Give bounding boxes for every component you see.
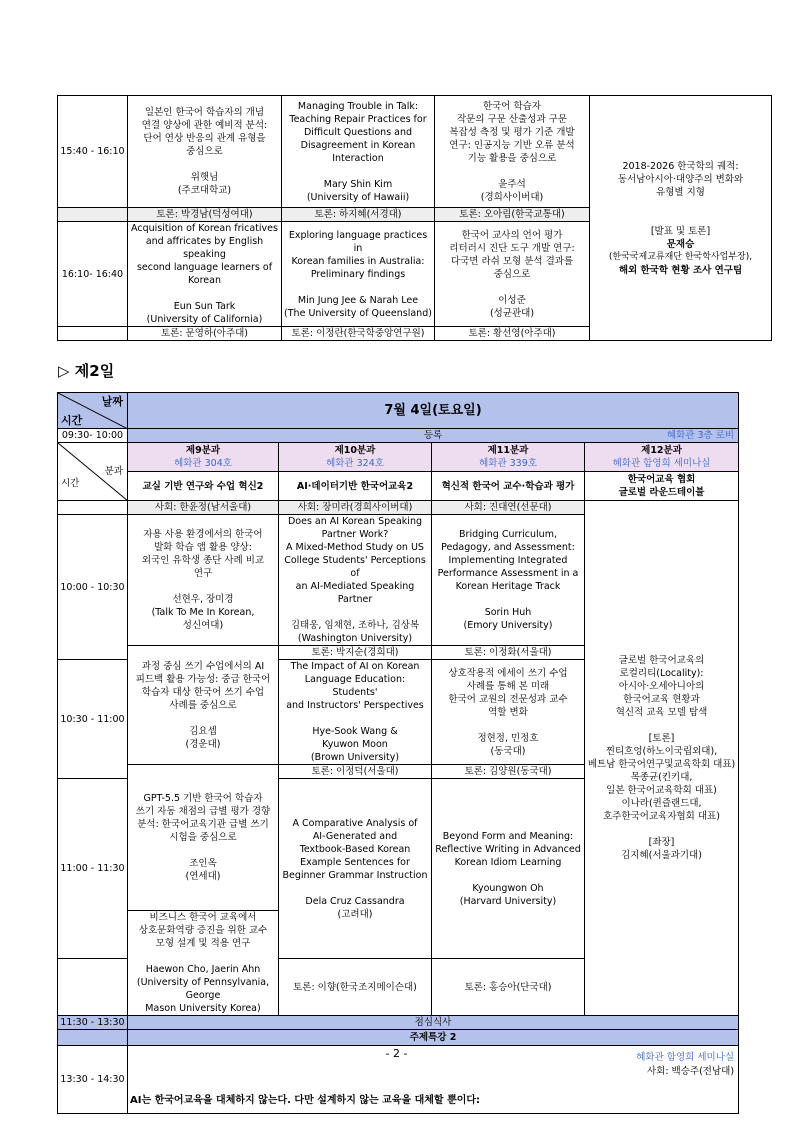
time-cell: 10:00 - 10:30 [58,515,128,660]
time-label: 시간 [61,478,80,489]
special-chair: 사회: 백승주(전남대) [646,1066,735,1077]
registration-location: 혜화관 3층 로비 [666,430,735,441]
presentation-cell: Managing Trouble in Talk: Teaching Repair Practices for Difficult Questions and Disagreement in Korean Interaction Mary Shin Kim (University of Hawaii) [282,96,435,208]
date-label: 날짜 [101,395,123,408]
discussant: 토론: 오아림(한국교통대) [435,208,590,222]
session-chair: 사회: 진대연(선문대) [432,501,585,515]
triangle-icon: ▷ [58,362,70,380]
time-cell: 10:30 - 11:00 [58,660,128,779]
day2-heading: ▷ 제2일 [58,362,115,380]
time-cell: 11:30 - 13:30 [58,1016,128,1030]
session4-topic: 2018-2026 한국학의 궤적: 동서남아시아·대양주의 변화와 유형별 지형 [617,160,744,198]
session-header: 제10분과 혜화관 324호 [279,443,432,472]
time-cell: 11:00 - 11:30 [58,779,128,959]
session-theme: 한국어교육 협회 글로벌 라운드테이블 [585,472,739,501]
session-corner [58,443,128,501]
page-number: - 2 - [385,1047,408,1060]
presentation-cell: Does an AI Korean Speaking Partner Work? A Mixed-Method Study on US College Students' Perceptions of an AI-Mediated Speaking Partner 김태웅, 임채현, 조하나, 김상복 (Washington University) [279,515,432,646]
day1-table [57,95,772,341]
time-cell: 13:30 - 14:30 [58,1046,128,1114]
presentation-cell: 상호작용적 에세이 쓰기 수업 사례를 통해 본 미래 한국어 교원의 전문성과 교수 역할 변화 정현정, 민정호 (동국대) [432,660,585,765]
lunch-cell: 점심식사 [128,1016,739,1030]
session4-cell [590,96,772,341]
session4-role: 해외 한국학 현황 조사 연구팀 [618,264,743,276]
session-theme: AI·데이터기반 한국어교육2 [279,472,432,501]
discussant: 토론: 홍승아(단국대) [432,959,585,1016]
presentation-cell: 한국어 교사의 언어 평가 리터러시 진단 도구 개발 연구: 다국면 라쉬 모형 분석 결과를 중심으로 이성준 (성균관대) [435,222,590,327]
discussant: 토론: 박지순(경희대) [279,646,432,660]
discussant: 토론: 이정덕(서울대) [279,765,432,779]
session4-affil: (한국국제교류재단 한국학사업부장), [608,251,753,262]
session-label: 분과 [104,466,123,477]
session-theme: 교실 기반 연구와 수업 혁신2 [128,472,279,501]
special-lecture-header: 주제특강 2 [128,1030,739,1046]
special-title: AI는 한국어교육을 대체하지 않는다. 다만 설계하지 않는 교육을 대체할 뿐이다: [130,1095,481,1106]
presentation-cell: Exploring language practices in Korean families in Australia: Preliminary findings Min Jung Jee & Narah Lee (The University of Queensland) [282,222,435,327]
presentation-cell: 비즈니스 한국어 교육에서 상호문화역량 증진을 위한 교수 모형 설계 및 적용 연구 Haewon Cho, Jaerin Ahn (University of Pennsylvania, George Mason University Korea) [128,911,279,1016]
presentation-cell: 한국어 학습자 작문의 구문 산출성과 구문 복잡성 측정 및 평가 기준 개발 연구: 인공지능 기반 오류 분석 기능 활용을 중심으로 윤주석 (경희사이버대) [435,96,590,208]
discussant: 토론: 이정화(서울대) [432,646,585,660]
day2-table [57,392,739,1114]
presentation-cell: GPT-5.5 기반 한국어 학습자 쓰기 자동 채점의 급별 평가 경향 분석: 한국어교육기관 급별 쓰기 시험을 중심으로 조인옥 (연세대) [128,765,279,911]
session12-cell: 글로벌 한국어교육의 로컬리티(Locality): 아시아·오세아니아의 한국어교육 현황과 혁신적 교육 모델 탐색 [토론] 찐티흐엉(하노이국립외대), 베트남 한국어연구및교육학회 대표) 목종균(킨키대, 일본 한국어교육학회 대표) 이나라(퀸즐랜드대, 호주한국어교육자협회 대표) [좌장] 김지혜(서울과기대) [585,501,739,1016]
time-cell: 16:10- 16:40 [58,222,128,327]
session-header: 제9분과 혜화관 304호 [128,443,279,472]
presentation-cell: Beyond Form and Meaning: Reflective Writing in Advanced Korean Idiom Learning Kyoungwon Oh (Harvard University) [432,779,585,959]
discussant: 토론: 문영하(아주대) [128,327,282,341]
discussant: 토론: 이정란(한국학중앙연구원) [282,327,435,341]
special-room: 혜화관 함영희 세미나실 [636,1052,735,1063]
presentation-cell: 자용 사용 환경에서의 한국어 발화 학습 앱 활용 양상: 외국인 유학생 종단 사례 비교 연구 선현우, 장미경 (Talk To Me In Korean, 성신여대) [128,515,279,646]
registration-label: 등록 [423,430,443,441]
discussant: 토론: 하지혜(서경대) [282,208,435,222]
session-chair: 사회: 장미라(경희사이버대) [279,501,432,515]
session-theme: 혁신적 한국어 교수·학습과 평가 [432,472,585,501]
presentation-cell: A Comparative Analysis of AI-Generated and Textbook-Based Korean Example Sentences for Beginner Grammar Instruction Dela Cruz Cassandra (고려대) [279,779,432,959]
presentation-cell: The Impact of AI on Korean Language Education: Students' and Instructors' Perspectives Hye-Sook Wang & Kyuwon Moon (Brown University) [279,660,432,765]
discussant: 토론: 이향(한국조지메이슨대) [279,959,432,1016]
discussant: 토론: 박경남(덕성여대) [128,208,282,222]
time-cell: 15:40 - 16:10 [58,96,128,208]
session-chair: 사회: 한윤정(남서울대) [128,501,279,515]
presentation-cell: 일본인 한국어 학습자의 개념 연결 양상에 관한 예비적 분석: 단어 연상 반응의 관계 유형을 중심으로 위햇님 (주코대학교) [128,96,282,208]
presentation-cell: 과정 중심 쓰기 수업에서의 AI 피드백 활용 가능성: 중급 한국어 학습자 대상 한국어 쓰기 수업 사례를 중심으로 김요셉 (경운대) [128,646,279,765]
presentation-cell: Acquisition of Korean fricatives and affricates by English speaking second language learners of Korean Eun Sun Tark (University of California) [128,222,282,327]
session4-label: [발표 및 토론] [650,225,711,237]
session-header: 제12분과 혜화관 함영희 세미나실 [585,443,739,472]
header-corner [58,393,128,429]
date-cell: 7월 4일(토요일) [128,393,739,429]
session-header: 제11분과 혜화관 339호 [432,443,585,472]
session4-name: 문재승 [666,238,695,250]
discussant: 토론: 황선영(아주대) [435,327,590,341]
discussant: 토론: 김양원(동국대) [432,765,585,779]
time-cell: 09:30- 10:00 [58,429,128,443]
presentation-cell: Bridging Curriculum, Pedagogy, and Assessment: Implementing Integrated Performance Assessment in a Korean Heritage Track Sorin Huh (Emory University) [432,515,585,646]
time-label: 시간 [61,414,83,427]
registration-cell [128,429,739,443]
